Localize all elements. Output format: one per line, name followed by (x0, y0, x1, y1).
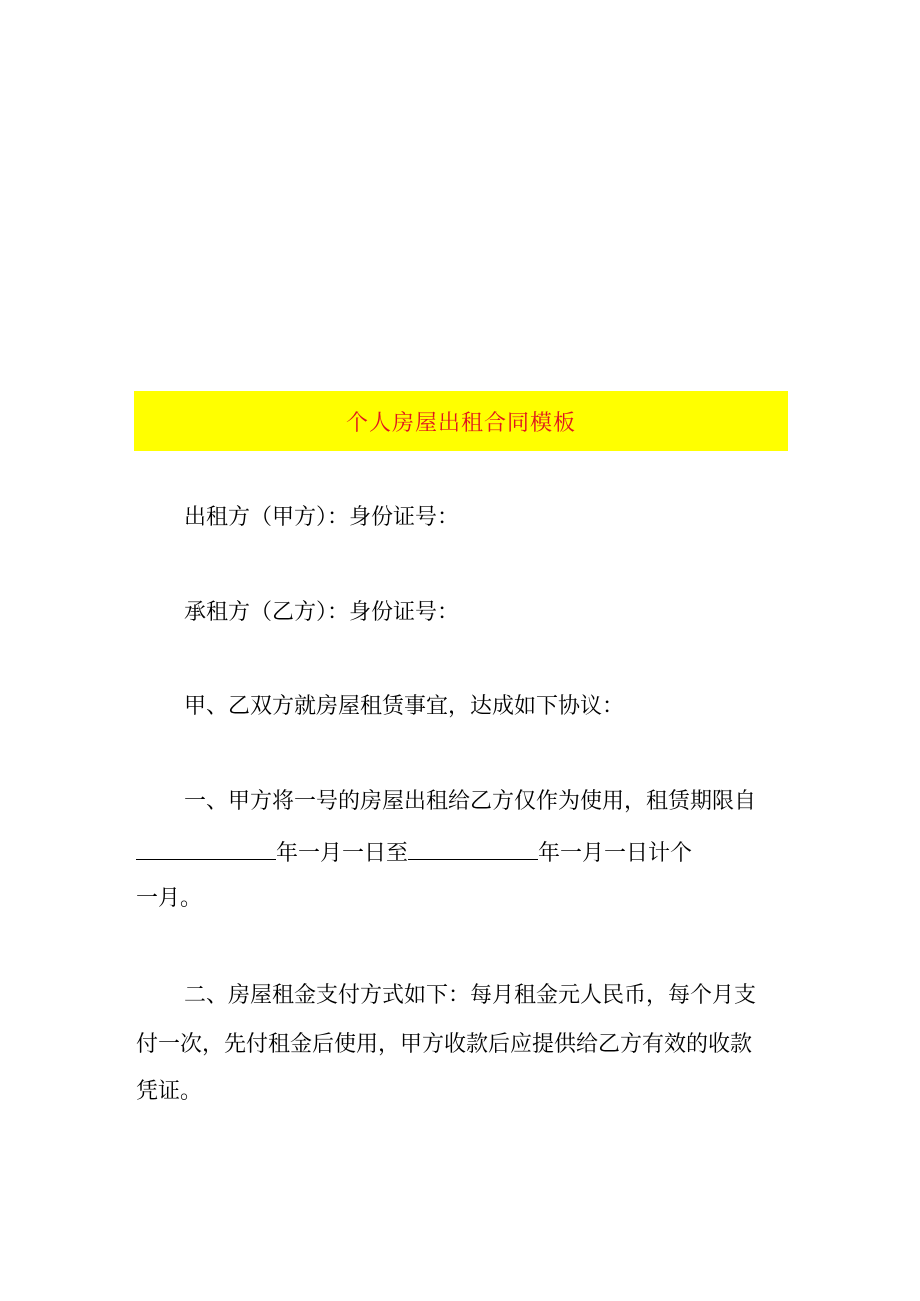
document-title: 个人房屋出租合同模板 (345, 410, 576, 436)
clause-2-line-2: 付一次，先付租金后使用，甲方收款后应提供给乙方有效的收款 (136, 1032, 753, 1057)
lessor-line: 出租方（甲方）：身份证号： (184, 505, 460, 530)
title-banner (134, 391, 788, 451)
clause-2-line-1: 二、房屋租金支付方式如下：每月租金元人民币，每个月支 (184, 983, 757, 1008)
clause-2-line-3: 凭证。 (136, 1079, 203, 1104)
blank-end-year (408, 837, 538, 860)
clause-1-line-2 (136, 837, 692, 869)
clause-1-line-1: 一、甲方将一号的房屋出租给乙方仅作为使用，租赁期限自 (184, 789, 757, 814)
clause-1-line-2-part-2: 年一月一日计个 (538, 841, 693, 866)
lessee-line: 承租方（乙方）：身份证号： (184, 600, 460, 625)
clause-1-line-2-part-1: 年一月一日至 (276, 841, 409, 866)
blank-start-year (136, 837, 276, 860)
clause-1-line-3: 一月。 (136, 886, 203, 911)
agreement-intro: 甲、乙双方就房屋租赁事宜，达成如下协议： (184, 694, 625, 719)
